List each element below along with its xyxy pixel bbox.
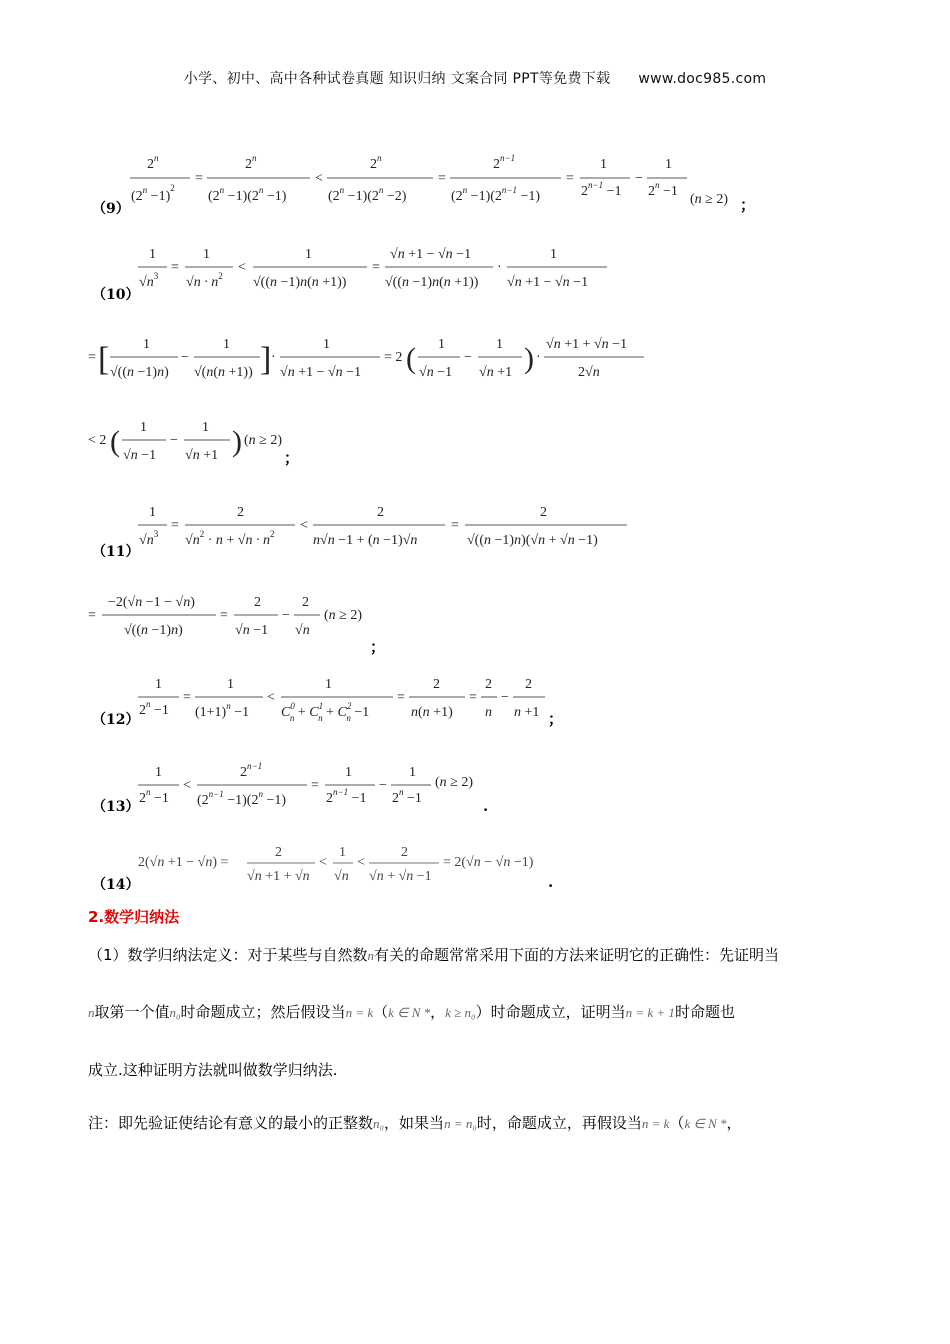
svg-text:√n: √n	[334, 869, 349, 884]
item-end-9: ；	[740, 196, 756, 214]
svg-text:−: −	[170, 433, 178, 448]
svg-text:√n +1: √n +1	[185, 448, 219, 463]
formula-11-line-1	[135, 498, 635, 558]
svg-text:2: 2	[302, 595, 309, 610]
math-n-eq-k: n = k	[345, 1005, 374, 1020]
svg-text:=: =	[88, 608, 96, 623]
svg-text:2: 2	[485, 677, 492, 692]
svg-text:√n2 · n + √n · n2: $√n^2 \cdot n + √n \cdot n^2$	[185, 529, 275, 548]
svg-text:√n · n2: $√n \cdot n^2$	[186, 271, 223, 290]
svg-text:2n−1 −1: $2^{n-1} -1$	[581, 180, 622, 199]
svg-text:1: 1	[550, 247, 557, 262]
svg-text:2: 2	[254, 595, 261, 610]
svg-text:√n + √n −1: √n + √n −1	[369, 869, 432, 884]
svg-text:√((n −1)n(n +1)): √((n −1)n(n +1))	[253, 275, 347, 290]
math-k-in-n: k ∈ N *	[388, 1005, 431, 1020]
svg-text:(2n −1)2: $(2^n -1)^2$	[131, 183, 175, 204]
svg-text:√n +1: √n +1	[479, 365, 513, 380]
svg-text:(n ≥ 2): (n ≥ 2)	[244, 433, 283, 448]
svg-text:C0n + C1n + C2n −1: $C^0$ $n + C^1$ $n + C^2$ n −1	[281, 701, 370, 723]
p2-text-b: 时命题成立；然后假设当	[180, 1003, 346, 1021]
svg-text:n +1: n +1	[514, 705, 540, 720]
item-label-14: （14）	[92, 877, 140, 893]
p3-text: 成立.这种证明方法就叫做数学归纳法.	[88, 1061, 338, 1079]
svg-text:√((n −1)n): √((n −1)n)	[124, 623, 183, 638]
svg-text:=: =	[311, 778, 319, 793]
svg-text:1: 1	[140, 420, 147, 435]
svg-text:=: =	[372, 260, 380, 275]
svg-text:2n: 2$^n$	[147, 153, 159, 172]
svg-text:=: =	[438, 171, 446, 186]
p4-text-b: ，如果当	[384, 1114, 445, 1132]
math-k-in-n-2: k ∈ N *	[684, 1116, 727, 1131]
math-n-2: n	[88, 1005, 95, 1020]
svg-text:(n ≥ 2): (n ≥ 2)	[324, 608, 363, 623]
math-n0-2: n₀	[373, 1116, 385, 1131]
svg-text:2n: 2$^n$	[245, 153, 257, 172]
svg-text:1: 1	[149, 247, 156, 262]
svg-text:1: 1	[149, 505, 156, 520]
svg-text:1: 1	[155, 677, 162, 692]
item-end-14: .	[548, 873, 554, 891]
svg-text:<: <	[300, 518, 308, 533]
svg-text:n(n +1): n(n +1)	[411, 705, 453, 720]
header-url[interactable]: www.doc985.com	[638, 71, 767, 87]
svg-text:1: 1	[325, 677, 332, 692]
svg-text:√n +1 + √n −1: √n +1 + √n −1	[546, 337, 628, 352]
svg-text:·: ·	[536, 350, 541, 365]
svg-text:[: [	[98, 341, 110, 378]
svg-text:2: 2	[237, 505, 244, 520]
svg-text:=: =	[171, 518, 179, 533]
svg-text:n√n −1 + (n −1)√n: n√n −1 + (n −1)√n	[313, 533, 418, 548]
svg-text:2: 2	[433, 677, 440, 692]
paragraph-2	[88, 1001, 868, 1022]
svg-text:=: =	[195, 171, 203, 186]
svg-text:=: =	[397, 690, 405, 705]
page-header	[0, 68, 950, 88]
svg-text:−: −	[635, 171, 643, 186]
svg-text:<: <	[357, 855, 365, 870]
svg-text:1: 1	[438, 337, 445, 352]
svg-text:√n3: $√n^3$	[139, 271, 159, 290]
svg-text:−: −	[379, 778, 387, 793]
paragraph-4	[88, 1112, 868, 1133]
svg-text:2: 2	[401, 845, 408, 860]
svg-text:(n ≥ 2): (n ≥ 2)	[435, 775, 474, 790]
svg-text:2: 2	[275, 845, 282, 860]
svg-text:1: 1	[203, 247, 210, 262]
svg-text:(1+1)n −1: $(1+1)^n -1$	[195, 701, 250, 720]
svg-text:√((n −1)n(n +1)): √((n −1)n(n +1))	[385, 275, 479, 290]
svg-text:−: −	[181, 350, 189, 365]
svg-text:=: =	[451, 518, 459, 533]
item-end-10: ；	[284, 449, 300, 467]
svg-text:(n ≥ 2): (n ≥ 2)	[690, 192, 729, 207]
svg-text:√n +1 − √n −1: √n +1 − √n −1	[280, 365, 362, 380]
svg-text:2n −1: $2^n -1$	[392, 787, 422, 806]
svg-text:√n3: $√n^3$	[139, 529, 159, 548]
formula-10-line-1	[135, 240, 615, 300]
svg-text:=: =	[220, 608, 228, 623]
p2-text-e: ）时命题成立，证明当	[475, 1003, 626, 1021]
svg-text:√n −1: √n −1	[419, 365, 453, 380]
svg-text:−: −	[282, 608, 290, 623]
math-n-eq-n0: n = n₀	[444, 1116, 477, 1131]
formula-12	[135, 670, 555, 730]
svg-text:2√n: 2√n	[578, 365, 600, 380]
item-end-12: ；	[548, 710, 564, 728]
svg-text:·: ·	[497, 260, 502, 275]
svg-text:√n +1 − √n −1: √n +1 − √n −1	[507, 275, 589, 290]
svg-text:(2n −1)(2n−1 −1): $(2^n -1)(2^{n-1} -1)$	[451, 185, 541, 204]
svg-text:1: 1	[223, 337, 230, 352]
svg-text:<: <	[319, 855, 327, 870]
svg-text:2n−1: $2^{n-1}$	[493, 153, 516, 172]
item-label-9: （9）	[92, 201, 130, 217]
formula-11-line-2	[88, 588, 378, 648]
svg-text:·: ·	[271, 350, 276, 365]
formula-14	[135, 842, 555, 892]
formula-10-line-3	[88, 413, 308, 473]
svg-text:2n −1: $2^n -1$	[139, 699, 169, 718]
p4-text-c: 时，命题成立，再假设当	[476, 1114, 642, 1132]
svg-text:(2n−1 −1)(2n −1): $(2^{n-1} -1)(2^n -1)$	[197, 789, 287, 808]
formula-13	[135, 758, 495, 818]
p2-text-f: 时命题也	[674, 1003, 735, 1021]
svg-text:=: =	[88, 350, 96, 365]
svg-text:1: 1	[600, 157, 607, 172]
svg-text:=: =	[183, 690, 191, 705]
formula-9	[125, 150, 745, 220]
svg-text:1: 1	[665, 157, 672, 172]
svg-text:]: ]	[260, 341, 272, 378]
math-k-ge-n0: k ≥ n₀	[445, 1005, 476, 1020]
p2-text-a: 取第一个值	[94, 1003, 170, 1021]
svg-text:<: <	[315, 171, 323, 186]
item-label-11: （11）	[92, 544, 140, 560]
svg-text:1: 1	[202, 420, 209, 435]
svg-text:(: (	[406, 342, 416, 375]
math-n: n	[367, 948, 375, 963]
svg-text:<: <	[183, 778, 191, 793]
math-n0: n₀	[169, 1005, 181, 1020]
svg-text:1: 1	[339, 845, 346, 860]
item-label-13: （13）	[92, 799, 140, 815]
svg-text:2(√n +1 − √n) =: 2(√n +1 − √n) =	[138, 855, 229, 870]
svg-text:−: −	[501, 690, 509, 705]
formula-10-line-2	[88, 330, 648, 390]
svg-text:√n: √n	[295, 623, 310, 638]
svg-text:√(n(n +1)): √(n(n +1))	[194, 365, 253, 380]
svg-text:√n +1 + √n: √n +1 + √n	[247, 869, 310, 884]
svg-text:2n −1: $2^n -1$	[648, 180, 678, 199]
p1-text-a: （1）数学归纳法定义：对于某些与自然数	[88, 946, 368, 964]
item-label-10: （10）	[92, 287, 140, 303]
paragraph-3	[88, 1059, 868, 1080]
header-text: 小学、初中、高中各种试卷真题 知识归纳 文案合同 PPT等免费下载	[183, 71, 611, 87]
svg-text:1: 1	[496, 337, 503, 352]
svg-text:= 2: = 2	[384, 350, 403, 365]
p4-text-e: ，	[726, 1114, 742, 1132]
svg-text:(2n −1)(2n −2): $(2^n -1)(2^n -2)$	[328, 185, 407, 204]
svg-text:√n −1: √n −1	[235, 623, 269, 638]
svg-text:<: <	[238, 260, 246, 275]
svg-text:n: n	[485, 705, 492, 720]
svg-text:): )	[232, 425, 242, 458]
svg-text:2: 2	[540, 505, 547, 520]
item-label-12: （12）	[92, 712, 140, 728]
math-n-eq-k1: n = k + 1	[625, 1005, 675, 1020]
svg-text:< 2: < 2	[88, 433, 107, 448]
svg-text:√((n −1)n): √((n −1)n)	[110, 365, 169, 380]
svg-text:−: −	[464, 350, 472, 365]
svg-text:√((n −1)n)(√n + √n −1): √((n −1)n)(√n + √n −1)	[467, 533, 598, 548]
svg-text:2n−1: $2^{n-1}$	[240, 761, 263, 780]
svg-text:2: 2	[525, 677, 532, 692]
svg-text:1: 1	[323, 337, 330, 352]
item-end-11: ；	[370, 638, 386, 656]
svg-text:1: 1	[155, 765, 162, 780]
p4-text-d: （	[669, 1114, 685, 1132]
p2-text-c: （	[373, 1003, 389, 1021]
item-end-13: .	[483, 797, 489, 815]
svg-text:= 2(√n − √n −1): = 2(√n − √n −1)	[443, 855, 534, 870]
svg-text:=: =	[566, 171, 574, 186]
svg-text:−2(√n −1 − √n): −2(√n −1 − √n)	[108, 595, 195, 610]
p2-text-d: ，	[430, 1003, 446, 1021]
svg-text:<: <	[267, 690, 275, 705]
svg-text:=: =	[171, 260, 179, 275]
svg-text:(2n −1)(2n −1): $(2^n -1)(2^n -1)$	[208, 185, 287, 204]
svg-text:1: 1	[227, 677, 234, 692]
svg-text:2n: 2$^n$	[370, 153, 382, 172]
math-n-eq-k-2: n = k	[641, 1116, 670, 1131]
svg-text:√n +1 − √n −1: √n +1 − √n −1	[390, 247, 472, 262]
section-title: 2.数学归纳法	[88, 908, 180, 926]
svg-text:1: 1	[143, 337, 150, 352]
svg-text:1: 1	[409, 765, 416, 780]
svg-text:): )	[524, 342, 534, 375]
p4-text-a: 注：即先验证使结论有意义的最小的正整数	[88, 1114, 374, 1132]
svg-text:√n −1: √n −1	[123, 448, 157, 463]
p1-text-b: 有关的命题常常采用下面的方法来证明它的正确性：先证明当	[374, 946, 780, 964]
svg-text:2n−1 −1: $2^{n-1} -1$	[326, 787, 367, 806]
svg-text:2n −1: $2^n -1$	[139, 787, 169, 806]
svg-text:2: 2	[377, 505, 384, 520]
svg-text:1: 1	[345, 765, 352, 780]
svg-text:(: (	[110, 425, 120, 458]
svg-text:1: 1	[305, 247, 312, 262]
paragraph-1	[88, 944, 868, 965]
svg-text:=: =	[469, 690, 477, 705]
